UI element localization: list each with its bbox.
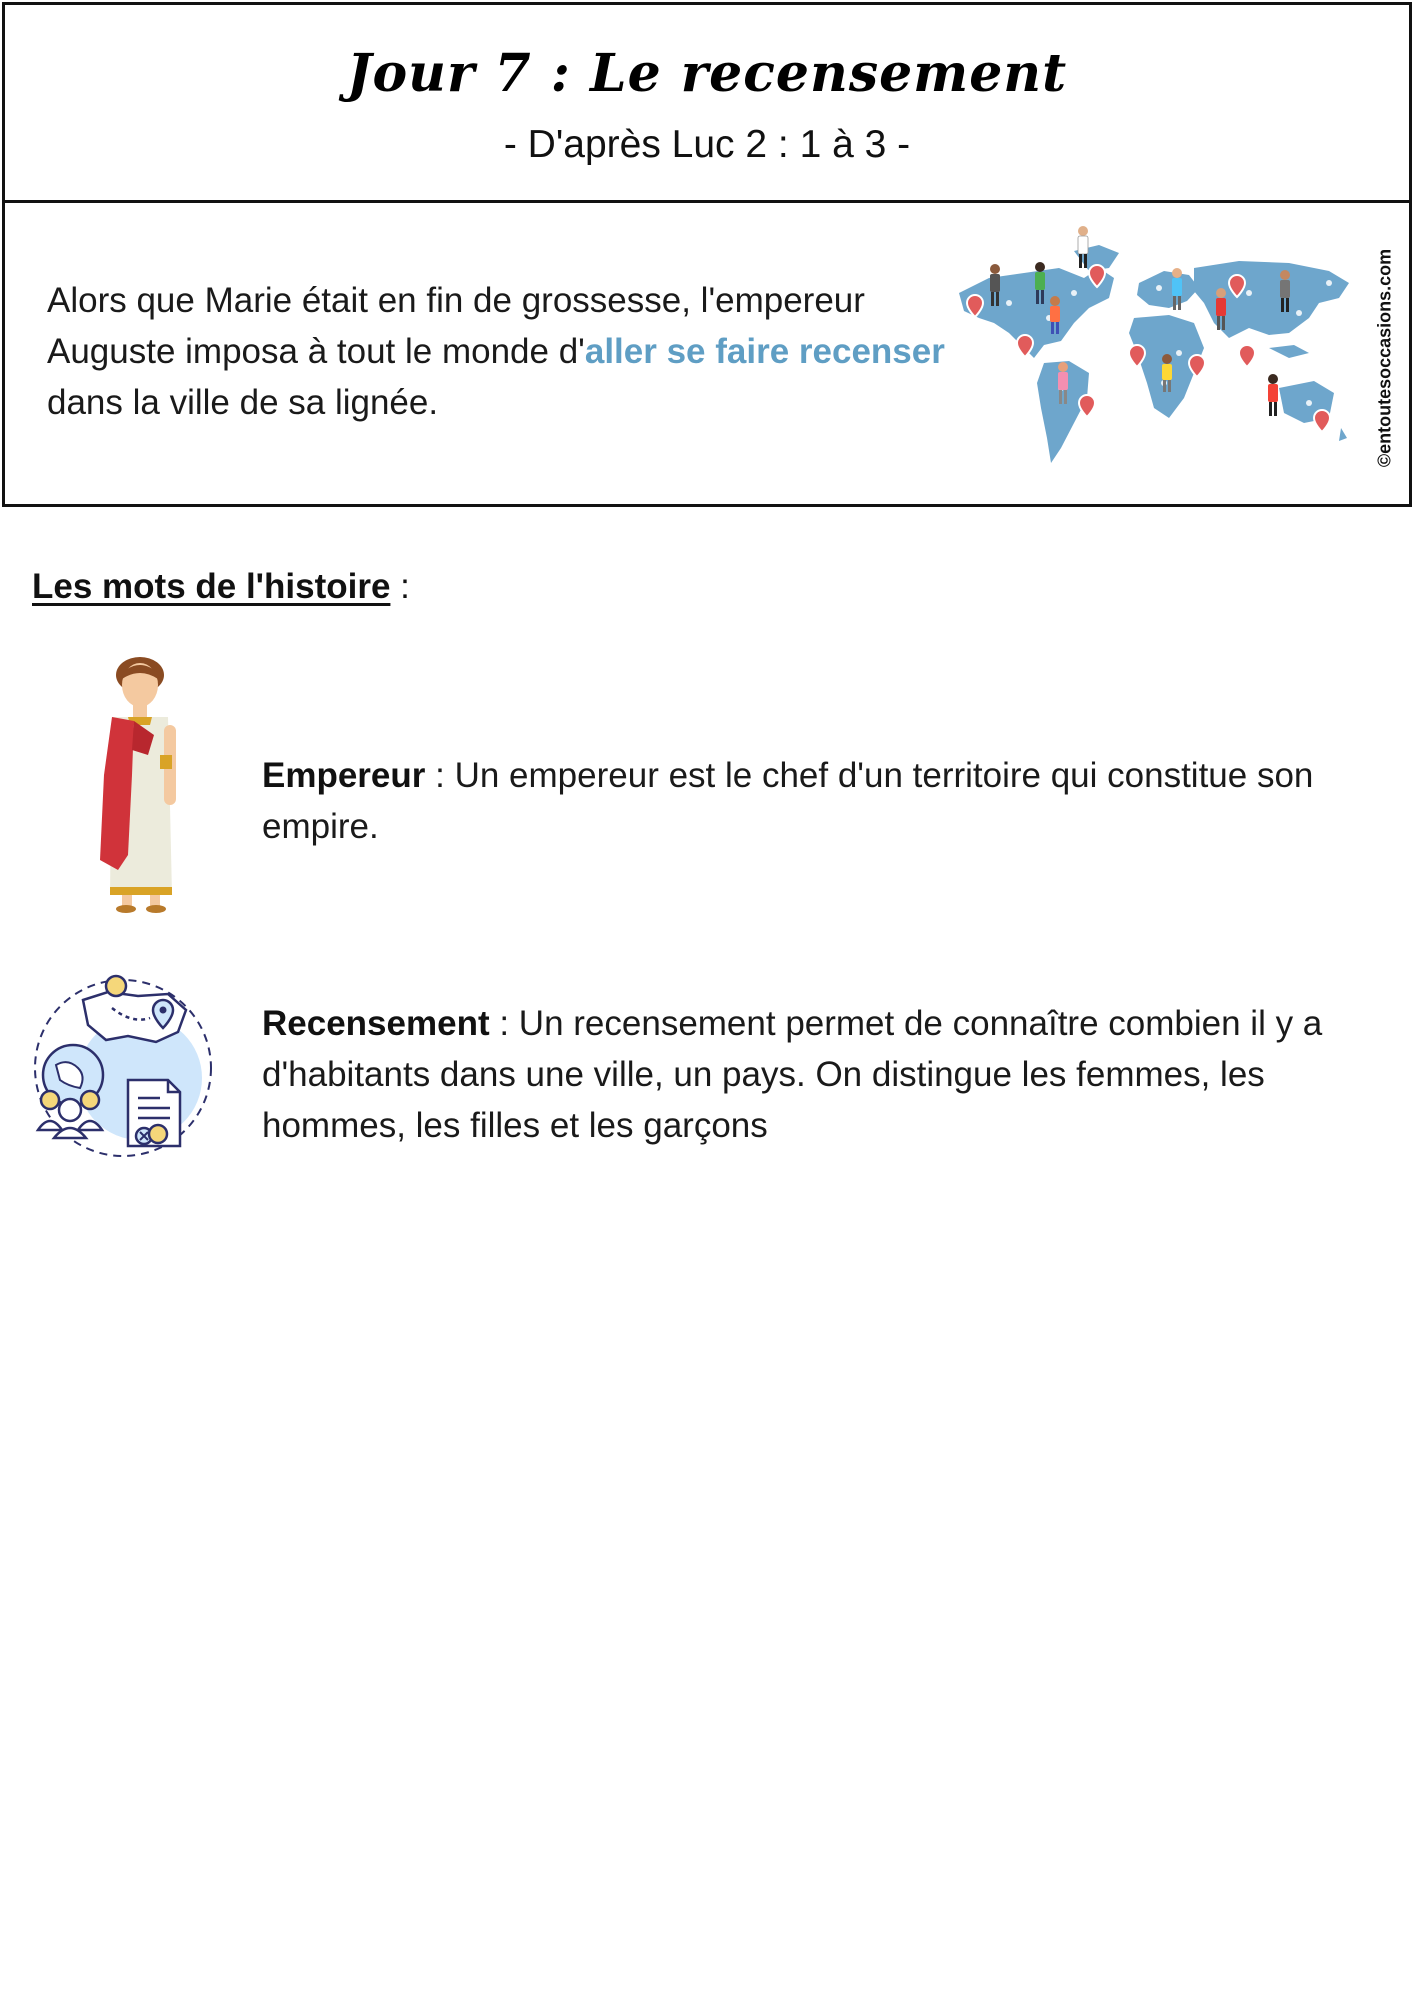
- page-title: Jour 7 : Le recensement: [346, 43, 1068, 104]
- term-empereur: Empereur: [262, 756, 426, 795]
- intro-text-end: dans la ville de sa lignée.: [47, 383, 439, 422]
- definition-recensement-text: Un recensement permet de connaître combien il y a d'habitants dans une ville, un pays. On distingue les femmes, les hommes, les filles et les garçons: [262, 1004, 1323, 1145]
- intro-box: [2, 200, 1412, 507]
- intro-highlight: aller se faire recenser: [584, 332, 945, 371]
- definition-empereur: [262, 750, 1382, 852]
- section-title: [32, 567, 410, 607]
- term-recensement: Recensement: [262, 1004, 490, 1043]
- section-title-text: Les mots de l'histoire: [32, 567, 391, 606]
- world-map-people-illustration: [949, 223, 1359, 483]
- copyright-text: ©entoutesoccasions.com: [1374, 248, 1395, 468]
- copyright-notice: [1365, 233, 1405, 483]
- intro-text: [47, 275, 947, 428]
- definition-empereur-text: Un empereur est le chef d'un territoire qui constitue son empire.: [262, 756, 1314, 846]
- roman-emperor-icon: [88, 655, 198, 915]
- section-title-colon: :: [390, 567, 410, 606]
- intro-text-start: Alors que Marie était en fin de grossesse, l'empereur Auguste imposa à tout le monde d': [47, 281, 865, 371]
- definition-recensement: [262, 998, 1382, 1151]
- separator-recensement: :: [489, 1004, 519, 1043]
- world-map-icon: [949, 223, 1359, 483]
- census-icon: [28, 970, 218, 1165]
- title-box: [2, 2, 1412, 203]
- separator-empereur: :: [425, 756, 455, 795]
- page-subtitle: - D'après Luc 2 : 1 à 3 -: [503, 123, 911, 166]
